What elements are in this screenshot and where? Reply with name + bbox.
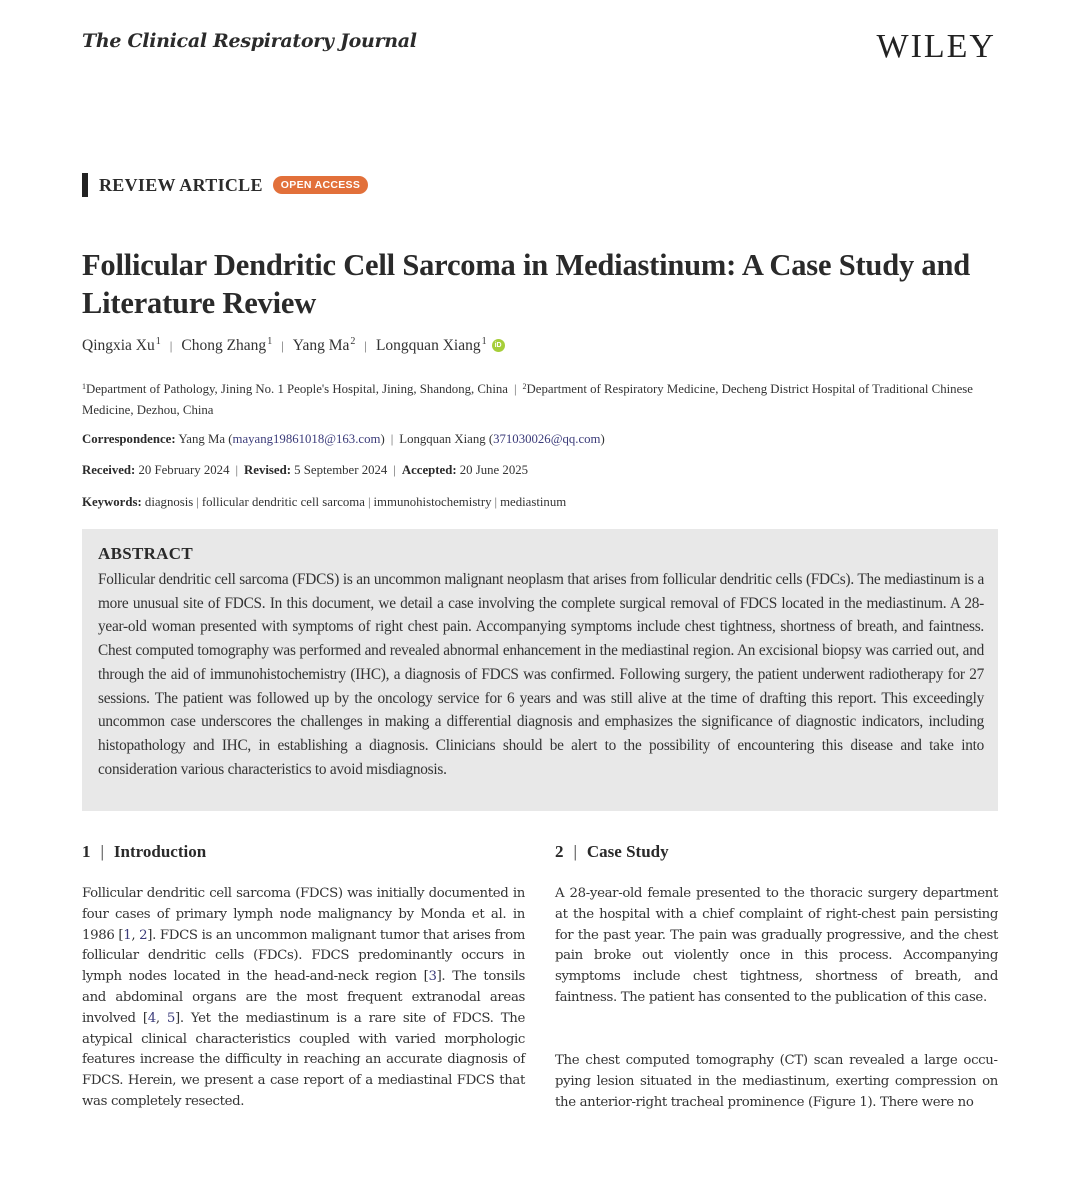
separator: | — [364, 337, 367, 353]
keywords: Keywords: diagnosis | follicular dendritic cell sarcoma | immunohistochemistry | mediastinum — [82, 495, 567, 509]
open-access-badge: OPEN ACCESS — [273, 176, 368, 194]
correspondence: Correspondence: Yang Ma (mayang19861018@163.com) | Longquan Xiang (371030026@qq.com) — [82, 432, 605, 446]
revised-date: 5 September 2024 — [294, 463, 388, 477]
abstract-text: Follicular dendritic cell sarcoma (FDCS) is an uncommon malignant neoplasm that arises from follicular dendritic cells (FDCs). The mediastinum is a more unusual site of FDCS. In this document, we detail a case involving the complete surgical removal of FDCS located in the mediastinum. A 28-year-old woman presented with symptoms of right chest pain. Accompanying symptoms include chest tightness, shortness of breath, and faintness. Chest computed tomography was performed and revealed abnormal enhancement in the mediastinal region. An excisional biopsy was carried out, and through the aid of immunohistochemistry (IHC), a diagnosis of FDCS was confirmed. Following surgery, the patient underwent radiotherapy for 27 sessions. The patient was followed up by the oncology service for 6 years and was still alive at the time of drafting this report. This exceedingly uncommon case underscores the challenges in making a differential diagnosis and emphasizes the significance of diagnostic indicators, including histopathology and IHC, in establishing a diagnosis. Clinicians should be alert to the possibility of encountering this disease and take into consideration various characteristics to avoid misdiagnosis. — [98, 571, 984, 778]
author-link[interactable]: Chong Zhang$^1$ — [181, 336, 273, 354]
citation-link[interactable]: 5 — [166, 1010, 175, 1026]
keyword[interactable]: mediastinum — [500, 495, 567, 509]
abstract-heading: ABSTRACT — [98, 544, 193, 563]
separator: | — [281, 337, 284, 353]
article-dates: Received: 20 February 2024 | Revised: 5 September 2024 | Accepted: 20 June 2025 — [82, 463, 529, 477]
publisher-logo: WILEY — [876, 28, 996, 65]
section-heading-introduction: 1 | Introduction — [82, 842, 207, 861]
citation-link[interactable]: 1 — [123, 927, 132, 943]
author-link[interactable]: Longquan Xiang$^1$ — [375, 336, 487, 354]
received-date: 20 February 2024 — [138, 463, 230, 477]
separator: | — [169, 337, 173, 353]
author-link[interactable]: Qingxia Xu$^1$ — [82, 336, 161, 354]
article-title: Follicular Dendritic Cell Sarcoma in Mediastinum: A Case Study and Literature Review — [82, 248, 971, 320]
abstract-box — [82, 529, 998, 811]
keyword[interactable]: diagnosis — [144, 495, 194, 509]
introduction-paragraph: Follicular dendritic cell sarcoma (FDCS) was initially documented in four cases of primary lymph node malignancy by Monda et al. in 1986 [1, 2]. FDCS is an uncommon malignant tumor that arises from follicular dendritic cells (FDCs). FDCS predominantly occurs in lymph nodes located in the head-and-neck region [3]. The tonsils and abdominal organs are the most frequent extranodal areas involved [4, 5]. Yet the mediastinum is a rare site of FDCS. The atypical clinical characteristics coupled with varied morphologic features increase the difficulty in reaching an accurate diagnosis of FDCS. Herein, we present a case report of a mediastinal FDCS that was completely resected. — [82, 886, 526, 1109]
email-link[interactable]: mayang19861018@163.com — [232, 432, 381, 446]
journal-name: The Clinical Respiratory Journal — [82, 30, 417, 52]
article-type: REVIEW ARTICLE — [99, 174, 263, 195]
section-heading-case-study: 2 | Case Study — [555, 842, 669, 861]
author-list — [82, 336, 505, 355]
author-link[interactable]: Yang Ma$^2$ — [292, 336, 356, 354]
orcid-icon[interactable]: iD — [492, 339, 505, 352]
citation-link[interactable]: 2 — [139, 927, 148, 943]
case-study-paragraph: The chest computed tomography (CT) scan revealed a large occupying lesion situated in the mediastinum, exerting compression on the anterior-right tracheal prominence (Figure 1). There were no — [555, 1053, 998, 1110]
article-type-row — [82, 173, 368, 197]
affiliations: $^1$Department of Pathology, Jining No. 1 People's Hospital, Jining, Shandong, China | $^2$Department of Respiratory Medicine, Decheng District Hospital of Traditional Chinese Medicine, Dezhou, China — [82, 382, 973, 417]
case-study-paragraph: A 28-year-old female presented to the thoracic surgery department at the hospital with a chief complaint of right-chest pain persisting for the past year. The pain was gradually progressive, and the chest pain broke out violently once in this process. Accompanying symptoms include chest tightness, shortness of breath, and faintness. The patient has consented to the publication of this case. — [555, 886, 998, 1005]
email-link[interactable]: 371030026@qq.com — [493, 432, 601, 446]
keyword[interactable]: immunohistochemistry — [373, 495, 492, 509]
citation-link[interactable]: 4 — [147, 1010, 156, 1026]
keyword[interactable]: follicular dendritic cell sarcoma — [201, 495, 365, 509]
article-type-bar — [82, 173, 88, 197]
affiliation-1: Department of Pathology, Jining No. 1 People's Hospital, Jining, Shandong, China — [86, 382, 508, 396]
accepted-date: 20 June 2025 — [459, 463, 529, 477]
affiliation-2: Department of Respiratory Medicine, Decheng District Hospital of Traditional Chinese Medicine, Dezhou, China — [82, 382, 973, 417]
citation-link[interactable]: 3 — [428, 969, 437, 985]
